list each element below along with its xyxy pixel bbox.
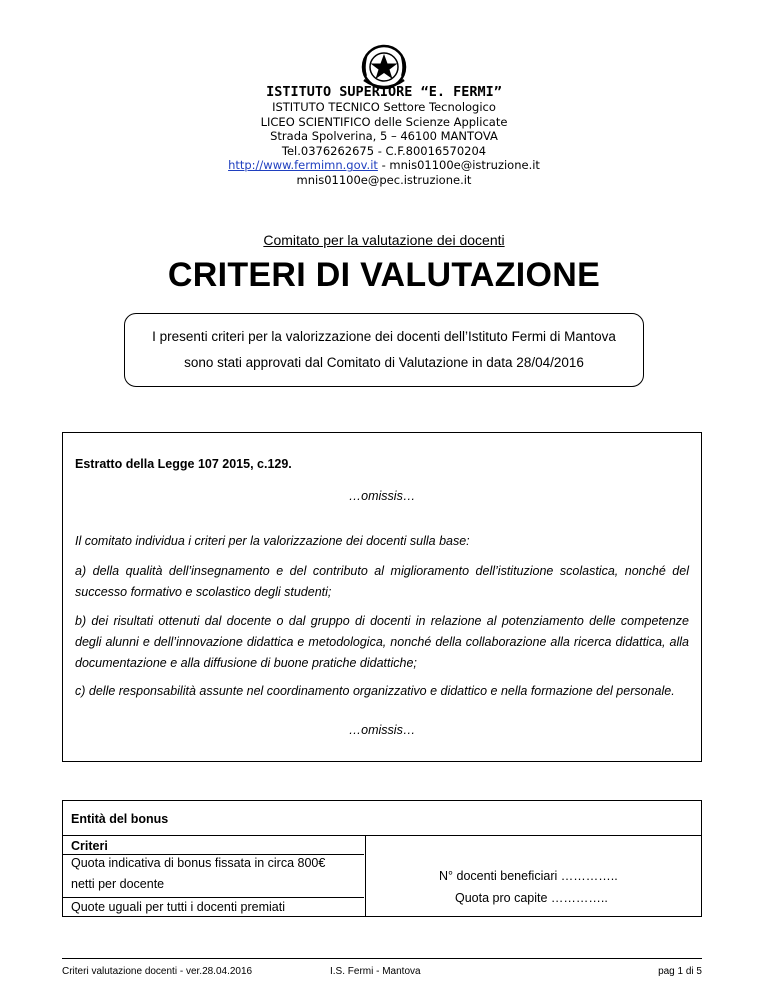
notice-line: I presenti criteri per la valorizzazione dei docenti dell’Istituto Fermi di Mantova: [152, 329, 616, 344]
school-pec: mnis01100e@pec.istruzione.it: [296, 172, 472, 187]
table-divider: [63, 835, 701, 836]
quota-line: Quota indicativa di bonus fissata in circa 800€: [71, 856, 326, 870]
table-divider: [63, 897, 364, 898]
beneficiaries-field: N° docenti beneficiari …………..: [439, 869, 618, 883]
school-address: Strada Spolverina, 5 – 46100 MANTOVA: [270, 129, 498, 144]
equal-quota: Quote uguali per tutti i docenti premiati: [71, 900, 286, 914]
criteria-label: Criteri: [71, 839, 108, 853]
extract-title: Estratto della Legge 107 2015, c.129.: [75, 457, 292, 471]
page-title: CRITERI DI VALUTAZIONE: [167, 256, 601, 294]
extract-item-a: a) della qualità dell’insegnamento e del contributo al miglioramento dell’istituzione scolastica, nonché del successo formativo e scolastico degli studenti;: [75, 564, 689, 599]
school-info: [0, 100, 768, 188]
school-contacts: [0, 158, 768, 173]
extract-item-b: b) dei risultati ottenuti dal docente o dal gruppo di docenti in relazione al potenziamento delle competenze degli alunni e dell’innovazione didattica e metodologica, nonché della collaborazione alla ricerca didattica, alla documentazione e alla diffusione di buone pratiche didattiche;: [75, 614, 689, 670]
bonus-table: [62, 800, 702, 917]
website-link[interactable]: http://www.fermimn.gov.it: [228, 158, 378, 173]
school-email: mnis01100e@istruzione.it: [389, 158, 540, 173]
school-info-line: ISTITUTO TECNICO Settore Tecnologico: [272, 100, 496, 114]
extract-intro: Il comitato individua i criteri per la valorizzazione dei docenti sulla base:: [75, 534, 470, 548]
table-column-divider: [365, 835, 366, 916]
quota-line: netti per docente: [71, 877, 165, 891]
footer-version: Criteri valutazione docenti - ver.28.04.2016: [62, 966, 253, 977]
table-divider: [63, 854, 364, 855]
page-number: pag 1 di 5: [658, 966, 702, 977]
approval-notice: [124, 313, 644, 387]
omissis-start: …omissis…: [348, 489, 416, 503]
footer-school: I.S. Fermi - Mantova: [330, 966, 421, 977]
school-name: ISTITUTO SUPERIORE “E. FERMI”: [266, 84, 502, 100]
per-capita-field: Quota pro capite …………..: [455, 891, 608, 905]
notice-line: sono stati approvati dal Comitato di Valutazione in data 28/04/2016: [184, 355, 584, 370]
extract-item-c: c) delle responsabilità assunte nel coordinamento organizzativo e didattico e nella formazione del personale.: [75, 684, 675, 698]
school-phone: Tel.0376262675 - C.F.80016570204: [281, 143, 487, 158]
contact-separator: -: [377, 158, 390, 173]
omissis-end: …omissis…: [348, 723, 416, 737]
bonus-heading: Entità del bonus: [71, 812, 169, 826]
footer-rule: [62, 958, 702, 959]
committee-title: Comitato per la valutazione dei docenti: [263, 232, 505, 248]
school-info-line: LICEO SCIENTIFICO delle Scienze Applicate: [260, 114, 508, 129]
law-extract-box: [62, 432, 702, 762]
